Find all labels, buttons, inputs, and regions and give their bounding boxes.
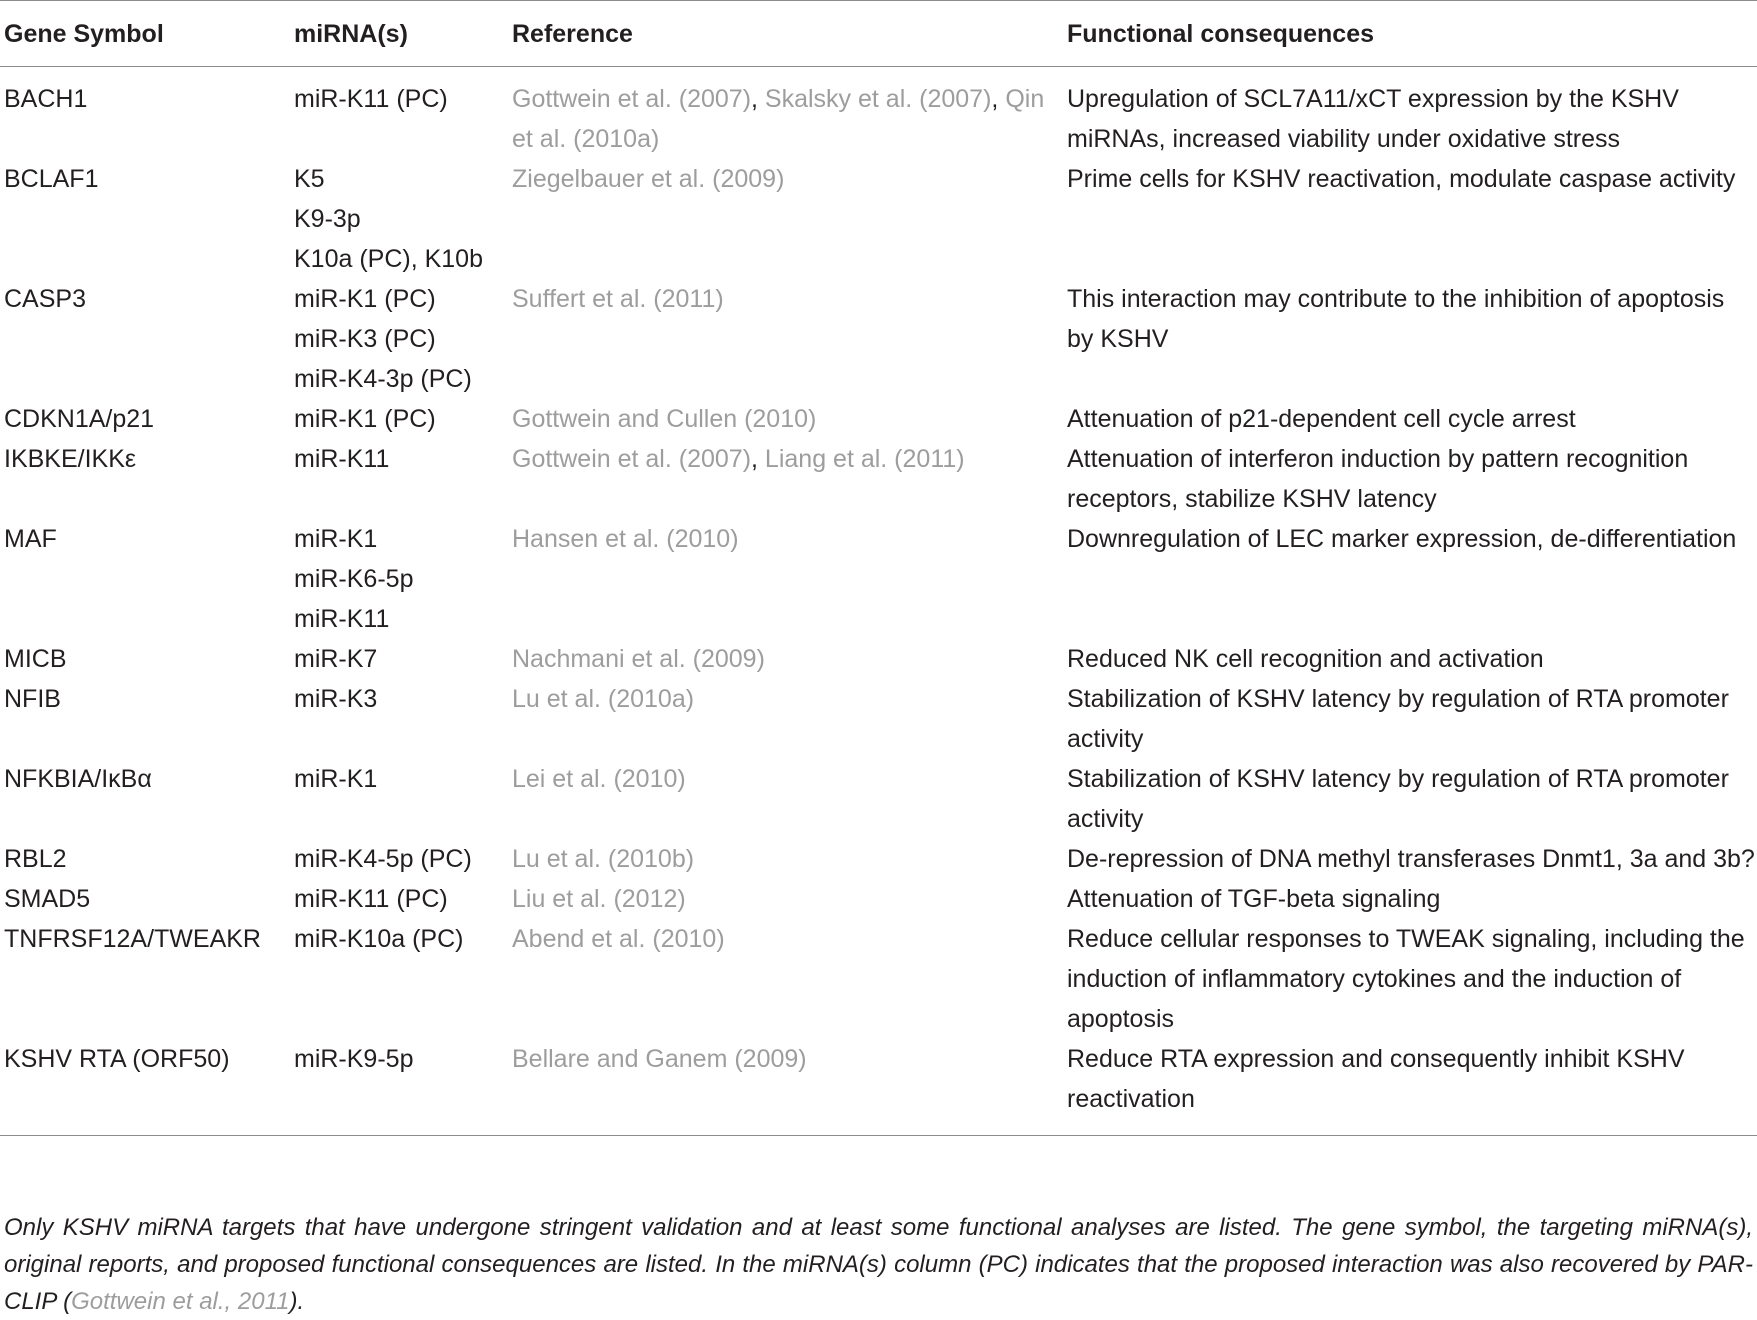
table-row [0,399,1757,439]
reference-cell [508,879,1063,919]
header-row [0,1,1757,67]
reference-cell [508,439,1063,519]
mirna-entry: miR-K9-5p [294,1045,414,1073]
reference-cell [508,159,1063,279]
functional-consequence-cell: Attenuation of p21-dependent cell cycle arrest [1067,405,1576,433]
footnote-text: Only KSHV miRNA targets that have undergone stringent validation and at least some functional analyses are listed. The gene symbol, the targeting miRNA(s), original reports, and proposed functional consequences are listed. In the miRNA(s) column (PC) indicates that the proposed interaction was also recovered by PAR-CLIP ( [4,1214,1753,1315]
table-body [0,67,1757,1136]
mirna-entry: miR-K10a (PC) [294,925,464,953]
mirna-cell [290,839,508,879]
reference-link[interactable]: Skalsky et al. (2007) [764,85,992,113]
reference-link[interactable]: Gottwein et al. (2007) [512,85,752,113]
functional-consequence-cell: Reduce cellular responses to TWEAK signaling, including the induction of inflammatory cytokines and the induction of apoptosis [1067,925,1745,1033]
reference-link[interactable]: Lu et al. (2010b) [512,845,695,873]
mirna-entry: miR-K11 (PC) [294,885,448,913]
reference-link[interactable]: Liang et al. (2011) [764,445,965,473]
gene-symbol-cell: TNFRSF12A/TWEAKR [4,925,261,953]
functional-consequence-cell: Attenuation of TGF-beta signaling [1067,885,1441,913]
reference-link[interactable]: Nachmani et al. (2009) [512,645,765,673]
reference-cell [508,679,1063,759]
mirna-entry: miR-K1 [294,765,378,793]
reference-link[interactable]: Ziegelbauer et al. (2009) [512,165,785,193]
gene-symbol-cell: NFKBIA/IκBα [4,765,152,793]
mirna-entry: K5 [294,165,325,193]
mirna-entry: miR-K11 [294,605,390,633]
reference-link[interactable]: Gottwein and Cullen (2010) [512,405,817,433]
header-gene-symbol: Gene Symbol [4,19,164,48]
table-row [0,1039,1757,1136]
table-row [0,279,1757,399]
reference-cell [508,399,1063,439]
mirna-entry: miR-K1 (PC) [294,405,436,433]
reference-link[interactable]: Qin et al. (2010a) [512,85,1045,153]
reference-cell [508,839,1063,879]
gene-symbol-cell: CDKN1A/p21 [4,405,155,433]
footnote-text-end: ). [289,1288,305,1315]
table-footnote [4,1209,1753,1320]
reference-cell [508,1039,1063,1136]
gene-symbol-cell: MICB [4,645,67,673]
mirna-cell [290,399,508,439]
mirna-cell [290,879,508,919]
mirna-cell [290,519,508,639]
gene-symbol-cell: BACH1 [4,85,88,113]
functional-consequence-cell: Reduced NK cell recognition and activation [1067,645,1544,673]
mirna-entry: miR-K3 [294,685,378,713]
mirna-entry: miR-K4-3p (PC) [294,365,472,393]
gene-symbol-cell: BCLAF1 [4,165,99,193]
reference-link[interactable]: Lu et al. (2010a) [512,685,695,713]
functional-consequence-cell: Stabilization of KSHV latency by regulation of RTA promoter activity [1067,685,1729,753]
mirna-cell [290,279,508,399]
mirna-entry: miR-K6-5p [294,565,414,593]
reference-link[interactable]: Lei et al. (2010) [512,765,686,793]
table-header [0,1,1757,67]
reference-link[interactable]: Liu et al. (2012) [512,885,686,913]
reference-cell [508,519,1063,639]
reference-cell [508,279,1063,399]
header-mirna: miRNA(s) [294,19,408,48]
functional-consequence-cell: Prime cells for KSHV reactivation, modulate caspase activity [1067,165,1736,193]
reference-separator: , [751,85,765,113]
table-row [0,679,1757,759]
gene-symbol-cell: NFIB [4,685,61,713]
functional-consequence-cell: De-repression of DNA methyl transferases Dnmt1, 3a and 3b? [1067,845,1755,873]
gene-symbol-cell: CASP3 [4,285,86,313]
gene-symbol-cell: KSHV RTA (ORF50) [4,1045,230,1073]
mirna-cell [290,759,508,839]
reference-link[interactable]: Bellare and Ganem (2009) [512,1045,807,1073]
functional-consequence-cell: Stabilization of KSHV latency by regulation of RTA promoter activity [1067,765,1729,833]
mirna-entry: K10a (PC), K10b [294,245,483,273]
table-row [0,439,1757,519]
mirna-entry: K9-3p [294,205,361,233]
mirna-cell [290,1039,508,1136]
table-row [0,67,1757,160]
mirna-cell [290,639,508,679]
reference-separator: , [751,445,765,473]
mirna-entry: miR-K3 (PC) [294,325,436,353]
header-reference: Reference [512,19,633,48]
functional-consequence-cell: This interaction may contribute to the inhibition of apoptosis by KSHV [1067,285,1725,353]
functional-consequence-cell: Upregulation of SCL7A11/xCT expression by the KSHV miRNAs, increased viability under oxidative stress [1067,85,1679,153]
gene-symbol-cell: SMAD5 [4,885,91,913]
mirna-entry: miR-K7 [294,645,378,673]
table-row [0,519,1757,639]
footnote-citation-link[interactable]: Gottwein et al., 2011 [71,1288,290,1315]
header-functional-consequences: Functional consequences [1067,19,1375,48]
mirna-cell [290,919,508,1039]
reference-link[interactable]: Suffert et al. (2011) [512,285,724,313]
mirna-entry: miR-K1 (PC) [294,285,436,313]
functional-consequence-cell: Downregulation of LEC marker expression, de-differentiation [1067,525,1737,553]
mirna-entry: miR-K11 [294,445,390,473]
reference-cell [508,67,1063,160]
gene-symbol-cell: IKBKE/IKKε [4,445,137,473]
reference-link[interactable]: Abend et al. (2010) [512,925,725,953]
reference-cell [508,919,1063,1039]
reference-separator: , [991,85,1006,113]
mirna-cell [290,159,508,279]
reference-link[interactable]: Gottwein et al. (2007) [512,445,752,473]
table-row [0,839,1757,879]
reference-link[interactable]: Hansen et al. (2010) [512,525,739,553]
mirna-cell [290,439,508,519]
gene-symbol-cell: MAF [4,525,57,553]
table-row [0,639,1757,679]
mirna-entry: miR-K11 (PC) [294,85,448,113]
table-row [0,919,1757,1039]
reference-cell [508,639,1063,679]
mirna-cell [290,67,508,160]
reference-cell [508,759,1063,839]
table-row [0,879,1757,919]
table-row [0,759,1757,839]
functional-consequence-cell: Attenuation of interferon induction by pattern recognition receptors, stabilize KSHV latency [1067,445,1689,513]
mirna-entry: miR-K4-5p (PC) [294,845,472,873]
mirna-entry: miR-K1 [294,525,378,553]
functional-consequence-cell: Reduce RTA expression and consequently inhibit KSHV reactivation [1067,1045,1685,1113]
table-row [0,159,1757,279]
mirna-cell [290,679,508,759]
gene-symbol-cell: RBL2 [4,845,67,873]
